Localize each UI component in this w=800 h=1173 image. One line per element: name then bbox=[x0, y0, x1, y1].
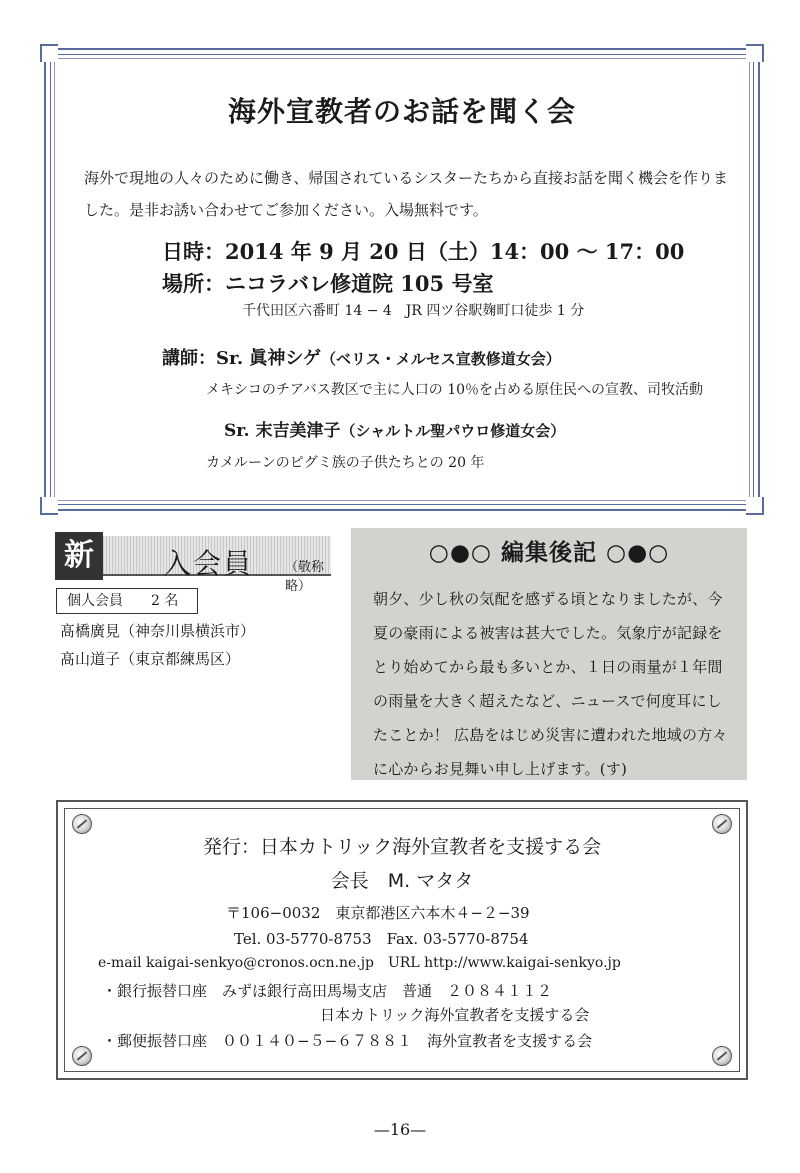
publisher-address: 〒106−0032 東京都港区六本木４−２−39 bbox=[226, 904, 530, 922]
screw-icon bbox=[712, 814, 732, 834]
new-members-header bbox=[55, 532, 331, 594]
speaker-1 bbox=[162, 344, 561, 370]
frame-corner-ornament bbox=[746, 44, 764, 62]
publisher-phone: Tel. 03-5770-8753 Fax. 03-5770-8754 bbox=[234, 930, 529, 948]
speaker-2 bbox=[224, 416, 565, 441]
frame-corner-ornament bbox=[746, 497, 764, 515]
screw-icon bbox=[72, 1046, 92, 1066]
bank-account-name: 日本カトリック海外宣教者を支援する会 bbox=[320, 1006, 590, 1024]
screw-icon bbox=[72, 814, 92, 834]
list-item: 髙橋廣見（神奈川県横浜市） bbox=[60, 622, 256, 640]
event-address: 千代田区六番町 14 − 4 JR 四ツ谷駅麹町口徒歩 1 分 bbox=[242, 303, 585, 319]
bank-account: ・銀行振替口座 みずほ銀行高田馬場支店 普通 ２０８４１１２ bbox=[102, 982, 553, 1000]
editor-note-text: 朝夕、少し秋の気配を感ずる頃となりましたが、今夏の豪雨による被害は甚大でした。気象庁が記録をとり始めてから最も多いとか、１日の雨量が１年間の雨量を大きく超えたなど、ニュースで何度耳にしたことか！ 広島をはじめ災害に遭われた地域の方々に心からお見舞い申し上げます。(す) bbox=[373, 590, 728, 778]
header-band bbox=[103, 536, 331, 594]
editor-note-title: ○●○ 編集後記 ○●○ bbox=[428, 540, 670, 566]
publisher-chair: 会長 M. マタタ bbox=[330, 870, 474, 892]
page-number: —16— bbox=[373, 1120, 427, 1139]
new-badge: 新 bbox=[55, 532, 103, 580]
event-date: 日時：2014 年 9 月 20 日（土）14：00 〜 17：00 bbox=[162, 239, 685, 264]
publisher-title: 発行：日本カトリック海外宣教者を支援する会 bbox=[202, 836, 602, 858]
speaker-2-description: カメルーンのピグミ族の子供たちとの 20 年 bbox=[206, 455, 485, 471]
frame-corner-ornament bbox=[40, 497, 58, 515]
publisher-contact: e-mail kaigai-senkyo@cronos.ocn.ne.jp URL http://www.kaigai-senkyo.jp bbox=[98, 955, 621, 971]
speaker-2-name: Sr. 末吉美津子 bbox=[224, 421, 341, 441]
screw-icon bbox=[712, 1046, 732, 1066]
event-announcement-box bbox=[44, 48, 760, 511]
editor-note-box bbox=[351, 528, 747, 780]
new-members-title: 入会員 bbox=[163, 547, 254, 580]
honorific-note: （敬称略） bbox=[285, 560, 325, 594]
list-item: 髙山道子（東京都練馬区） bbox=[60, 650, 241, 668]
speaker-1-description: メキシコのチアバス教区で主に人口の 10％を占める原住民への宣教、司牧活動 bbox=[206, 382, 704, 398]
frame-corner-ornament bbox=[40, 44, 58, 62]
members-count: 個人会員 2 名 bbox=[56, 588, 198, 614]
postal-account: ・郵便振替口座 ００１４０−５−６７８８１ 海外宣教者を支援する会 bbox=[102, 1032, 593, 1050]
publisher-box bbox=[56, 800, 748, 1080]
speaker-2-org: （シャルトル聖パウロ修道女会） bbox=[340, 422, 566, 440]
event-title: 海外宣教者のお話を聞く会 bbox=[227, 95, 576, 128]
event-place: 場所：ニコラバレ修道院 105 号室 bbox=[162, 271, 494, 296]
speaker-1-name: 講師：Sr. 眞神シゲ bbox=[162, 348, 322, 369]
speaker-1-org: （ベリス・メルセス宣教修道女会） bbox=[321, 350, 561, 368]
event-intro: 海外で現地の人々のために働き、帰国されているシスターたちから直接お話を聞く機会を作りました。是非お誘い合わせてご参加ください。入場無料です。 bbox=[84, 169, 728, 219]
